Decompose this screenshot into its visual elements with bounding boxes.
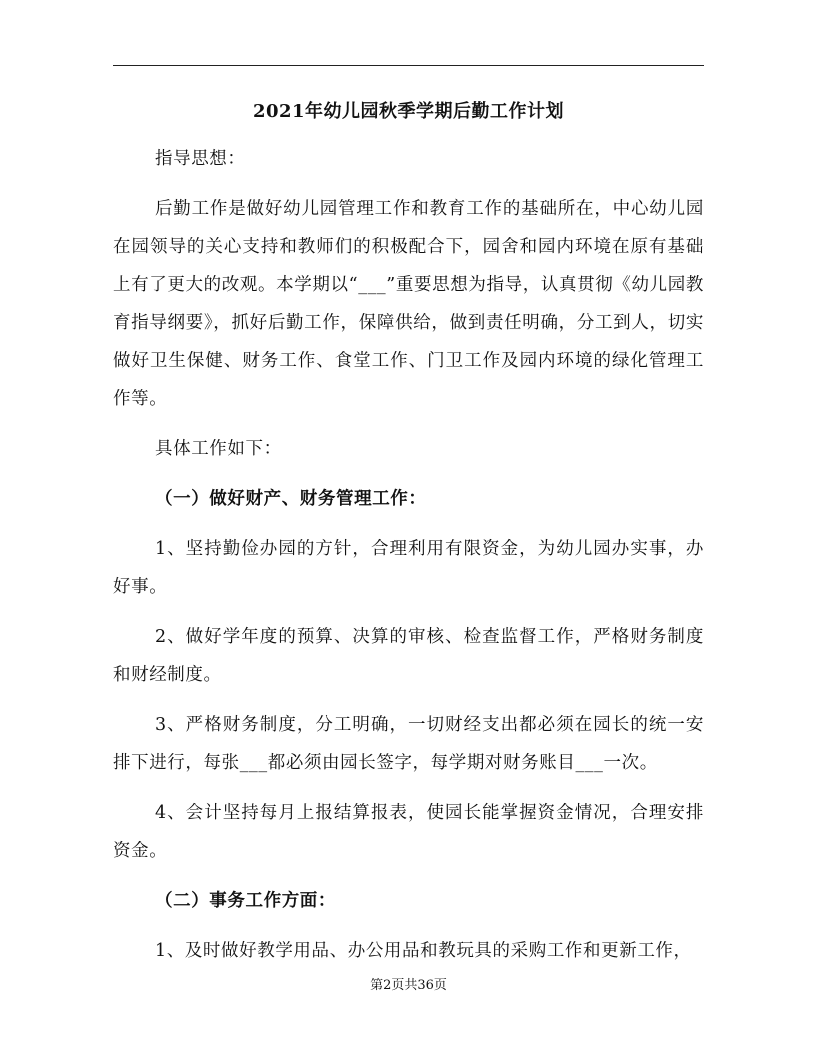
finance-item-3: 3、严格财务制度，分工明确，一切财经支出都必须在园长的统一安排下进行，每张___都必须由园长签字，每学期对财务账目___一次。 (113, 715, 704, 773)
finance-item-2: 2、做好学年度的预算、决算的审核、检查监督工作，严格财务制度和财经制度。 (113, 627, 704, 685)
header-rule (113, 65, 704, 66)
paragraph-introduction: 后勤工作是做好幼儿园管理工作和教育工作的基础所在，中心幼儿园在园领导的关心支持和教师们的积极配合下，园舍和园内环境在原有基础上有了更大的改观。本学期以“___”重要思想为指导，认真贯彻《幼儿园教育指导纲要》，抓好后勤工作，保障供给，做到责任明确，分工到人，切实做好卫生保健、财务工作、食堂工作、门卫工作及园内环境的绿化管理工作等。 (113, 199, 704, 409)
page-number: 第2页共36页 (370, 978, 447, 993)
section-heading-finance: （一）做好财产、财务管理工作： (155, 489, 427, 509)
paragraph-work-overview: 具体工作如下： (155, 439, 282, 459)
document-title: 2021年幼儿园秋季学期后勤工作计划 (252, 101, 565, 122)
document-body (113, 140, 704, 970)
affairs-item-1: 1、及时做好教学用品、办公用品和教玩具的采购工作和更新工作， (155, 941, 692, 961)
finance-item-1: 1、坚持勤俭办园的方针，合理利用有限资金，为幼儿园办实事，办好事。 (113, 539, 704, 597)
paragraph-guiding-ideology-label: 指导思想： (155, 149, 246, 169)
section-heading-affairs: （二）事务工作方面： (155, 891, 336, 911)
finance-item-4: 4、会计坚持每月上报结算报表，使园长能掌握资金情况，合理安排资金。 (113, 803, 704, 861)
